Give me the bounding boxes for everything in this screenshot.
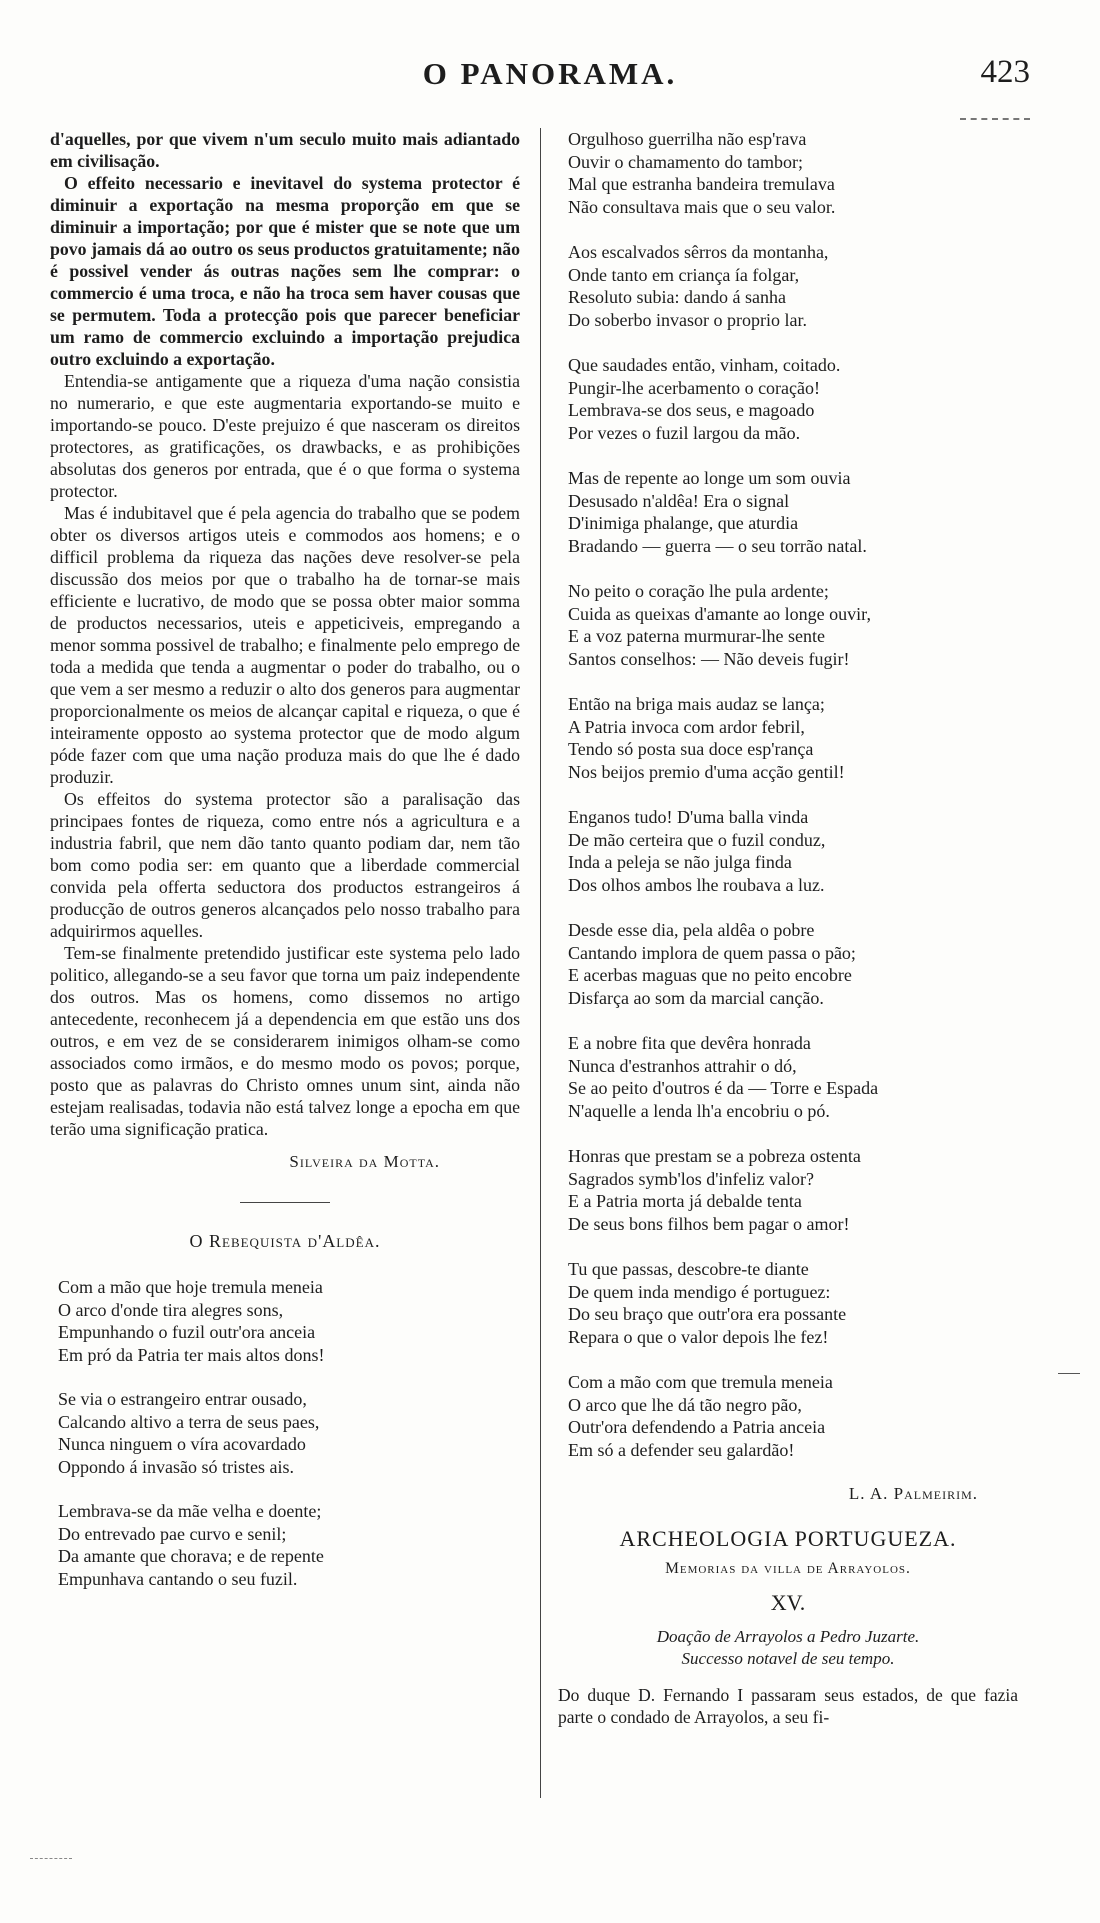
poem-verse: Dos olhos ambos lhe roubava a luz. [568, 874, 825, 895]
poem-verse: Em só a defender seu galardão! [568, 1439, 795, 1460]
poem-verse: Desusado n'aldêa! Era o signal [568, 490, 790, 511]
poem-verse: Oppondo á invasão só tristes ais. [58, 1456, 294, 1477]
poem-stanza [558, 128, 1018, 218]
poem-verse: Com a mão que hoje tremula meneia [58, 1277, 323, 1297]
poem-verse: Do seu braço que outr'ora era possante [568, 1304, 847, 1324]
section-body: Do duque D. Fernando I passaram seus estados, de que fazia parte o condado de Arrayolos, a seu fi- [558, 1685, 1018, 1727]
poem-verse: Por vezes o fuzil largou da mão. [568, 422, 801, 443]
poem-verse: Resoluto subia: dando á sanha [568, 287, 786, 307]
poem-verse: E a nobre fita que devêra honrada [568, 1033, 811, 1053]
poem-verse: A Patria invoca com ardor febril, [568, 716, 805, 737]
section-title: ARCHEOLOGIA PORTUGUEZA. [619, 1526, 957, 1551]
poem-verse: Outr'ora defendendo a Patria anceia [568, 1417, 826, 1437]
poem-stanza [558, 1371, 1018, 1461]
poem-verse: Repara o que o valor depois lhe fez! [568, 1326, 829, 1347]
section-heading: Successo notavel de seu tempo. [681, 1649, 895, 1668]
poem-verse: Ouvir o chamamento do tambor; [568, 151, 803, 172]
poem-verse: Do soberbo invasor o proprio lar. [568, 309, 807, 330]
poem-title: O Rebequista d'Aldêa. [189, 1231, 381, 1251]
masthead [0, 50, 1100, 100]
poem-verse: Em pró da Patria ter mais altos dons! [58, 1344, 325, 1365]
poem-verse: Pungir-lhe acerbamento o coração! [568, 377, 821, 398]
section-numeral: XV. [770, 1590, 806, 1615]
poem-stanza [558, 806, 1018, 896]
poem-stanza [558, 354, 1018, 444]
poem-stanza [558, 1145, 1018, 1235]
poem-stanza [558, 467, 1018, 557]
poem-verse: Tendo só posta sua doce esp'rança [568, 739, 814, 759]
article-paragraph: Mas é indubitavel que é pela agencia do trabalho que se podem obter os diversos artigos uteis e commodos aos homens; e o difficil problema da riqueza das nações deve resolver-se pela discussão dos meios por que o trabalho ha de tornar-se mais efficiente e lucrativo, de modo que se possa obter maior somma de productos necessarios, uteis e appeticiveis, empregando a menor somma possivel de trabalho; e finalmente pelo emprego de toda a medida que tenda a augmentar o poder do trabalho, ou o que vem a ser mesmo a reduzir o alto dos generos para augmentar proporcionalmente os meios de alcançar capital e riqueza, o que é inteiramente opposto ao systema protector que de modo algum póde fazer com que uma nação produza mais do que lhe é dado produzir. [50, 503, 520, 787]
poem-verse: Lembrava-se dos seus, e magoado [568, 400, 815, 420]
poem-verse: Orgulhoso guerrilha não esp'rava [568, 129, 807, 149]
poem-stanza [558, 693, 1018, 783]
poem-verse: Nunca ninguem o víra acovardado [58, 1434, 306, 1454]
poem-stanza [50, 1500, 520, 1590]
poem-verse: O arco d'onde tira alegres sons, [58, 1299, 284, 1320]
poem-left [50, 1276, 520, 1590]
poem-signature: L. A. Palmeirim. [848, 1484, 978, 1503]
poem-verse: De seus bons filhos bem pagar o amor! [568, 1213, 850, 1234]
article-signature: Silveira da Motta. [289, 1152, 440, 1171]
poem-verse: Lembrava-se da mãe velha e doente; [58, 1501, 322, 1521]
poem-verse: Empunhando o fuzil outr'ora anceia [58, 1322, 316, 1342]
poem-verse: Nos beijos premio d'uma acção gentil! [568, 761, 845, 782]
poem-verse: Enganos tudo! D'uma balla vinda [568, 807, 809, 827]
poem-verse: Disfarça ao som da marcial canção. [568, 987, 824, 1008]
poem-verse: Onde tanto em criança ía folgar, [568, 264, 800, 285]
poem-verse: Desde esse dia, pela aldêa o pobre [568, 920, 815, 940]
poem-verse: Cantando implora de quem passa o pão; [568, 942, 856, 963]
poem-verse: Aos escalvados sêrros da montanha, [568, 242, 829, 262]
poem-verse: E acerbas maguas que no peito encobre [568, 965, 852, 985]
poem-stanza [558, 241, 1018, 331]
poem-verse: Inda a peleja se não julga finda [568, 852, 792, 872]
poem-verse: Mas de repente ao longe um som ouvia [568, 468, 851, 488]
section-rule [240, 1202, 330, 1203]
poem-verse: Nunca d'estranhos attrahir o dó, [568, 1055, 797, 1076]
poem-verse: Honras que prestam se a pobreza ostenta [568, 1146, 861, 1166]
poem-verse: Então na briga mais audaz se lança; [568, 694, 825, 714]
article-paragraph: Os effeitos do systema protector são a paralisação das principaes fontes de riqueza, como entre nós a agricultura e a industria fabril, que nem dão tanto quanto podiam dar, nem tão bom como podia ser: em quanto que a liberdade commercial convida pela offerta seductora dos productos estrangeiros á producção de outros generos alcançados pelo nosso trabalho para adquirirmos aquelles. [50, 789, 520, 941]
poem-verse: Do entrevado pae curvo e senil; [58, 1523, 287, 1544]
publication-title: O PANORAMA. [422, 56, 678, 91]
column-divider [540, 128, 541, 1798]
poem-verse: Calcando altivo a terra de seus paes, [58, 1411, 320, 1432]
poem-verse: Santos conselhos: — Não deveis fugir! [568, 648, 850, 669]
poem-verse: E a Patria morta já debalde tenta [568, 1191, 802, 1211]
poem-verse: Se ao peito d'outros é da — Torre e Espada [568, 1078, 879, 1098]
section-subtitle: Memorias da villa de Arrayolos. [665, 1560, 911, 1577]
poem-verse: Se via o estrangeiro entrar ousado, [58, 1389, 307, 1409]
poem-stanza [50, 1276, 520, 1366]
poem-verse: E a voz paterna murmurar-lhe sente [568, 626, 826, 646]
margin-mark [1058, 1373, 1080, 1374]
poem-verse: De mão certeira que o fuzil conduz, [568, 829, 826, 850]
poem-verse: Mal que estranha bandeira tremulava [568, 174, 835, 194]
poem-verse: Tu que passas, descobre-te diante [568, 1259, 809, 1279]
page-number: 423 [980, 54, 1030, 90]
poem-verse: Com a mão com que tremula meneia [568, 1372, 833, 1392]
poem-verse: O arco que lhe dá tão negro pão, [568, 1394, 802, 1415]
poem-verse: Da amante que chorava; e de repente [58, 1546, 324, 1566]
footer-mark [30, 1858, 72, 1859]
poem-verse: No peito o coração lhe pula ardente; [568, 581, 829, 601]
left-column [50, 128, 520, 1612]
article-paragraph: Entendia-se antigamente que a riqueza d'uma nação consistia no numerario, e que este augmentaria exportando-se muito e importando-se pouco. D'este prejuizo é que nasceram os direitos protectores, as gratificações, os drawbacks, e as prohibições absolutas dos generos por entrada, que é o que forma o systema protector. [50, 371, 520, 501]
poem-stanza [558, 580, 1018, 670]
poem-verse: Sagrados symb'los d'infeliz valor? [568, 1168, 814, 1189]
header-rule [960, 118, 1030, 120]
poem-verse: Cuida as queixas d'amante ao longe ouvir, [568, 603, 871, 624]
poem-verse: Que saudades então, vinham, coitado. [568, 355, 841, 375]
poem-verse: Empunhava cantando o seu fuzil. [58, 1568, 298, 1589]
poem-verse: N'aquelle a lenda lh'a encobriu o pó. [568, 1100, 830, 1121]
poem-stanza [558, 919, 1018, 1009]
poem-stanza [558, 1258, 1018, 1348]
poem-stanza [50, 1388, 520, 1478]
poem-right [558, 128, 1018, 1461]
poem-stanza [558, 1032, 1018, 1122]
poem-verse: Não consultava mais que o seu valor. [568, 196, 836, 217]
section-heading: Doação de Arrayolos a Pedro Juzarte. [656, 1627, 920, 1646]
right-column [558, 128, 1018, 1728]
poem-verse: D'inimiga phalange, que aturdia [568, 513, 799, 533]
article-paragraph: Tem-se finalmente pretendido justificar este systema pelo lado politico, allegando-se a seu favor que torna um paiz independente dos outros. Mas os homens, como dissemos no artigo antecedente, reconhecem já a dependencia em que estão uns dos outros, e em vez de se considerarem inimigos olham-se como associados como irmãos, e do mesmo modo os povos; porque, posto que as palavras do Christo omnes unum sint, ainda não estejam realisadas, todavia não está talvez longe a epocha em que terão uma significação pratica. [50, 943, 520, 1139]
poem-verse: Bradando — guerra — o seu torrão natal. [568, 535, 867, 556]
article-paragraph: O effeito necessario e inevitavel do systema protector é diminuir a exportação na mesma proporção em que se diminuir a importação; por que é mister que se note que um povo jamais dá ao outro os seus productos gratuitamente; não é possivel vender ás outras nações sem lhe comprar: o commercio é uma troca, e não ha troca sem haver cousas que se permutem. Toda a protecção pois que parecer beneficiar um ramo de commercio excluindo a importação prejudica outro excluindo a exportação. [50, 173, 520, 369]
poem-verse: De quem inda mendigo é portuguez: [568, 1281, 831, 1302]
article-paragraph: d'aquelles, por que vivem n'um seculo muito mais adiantado em civilisação. [50, 129, 520, 171]
